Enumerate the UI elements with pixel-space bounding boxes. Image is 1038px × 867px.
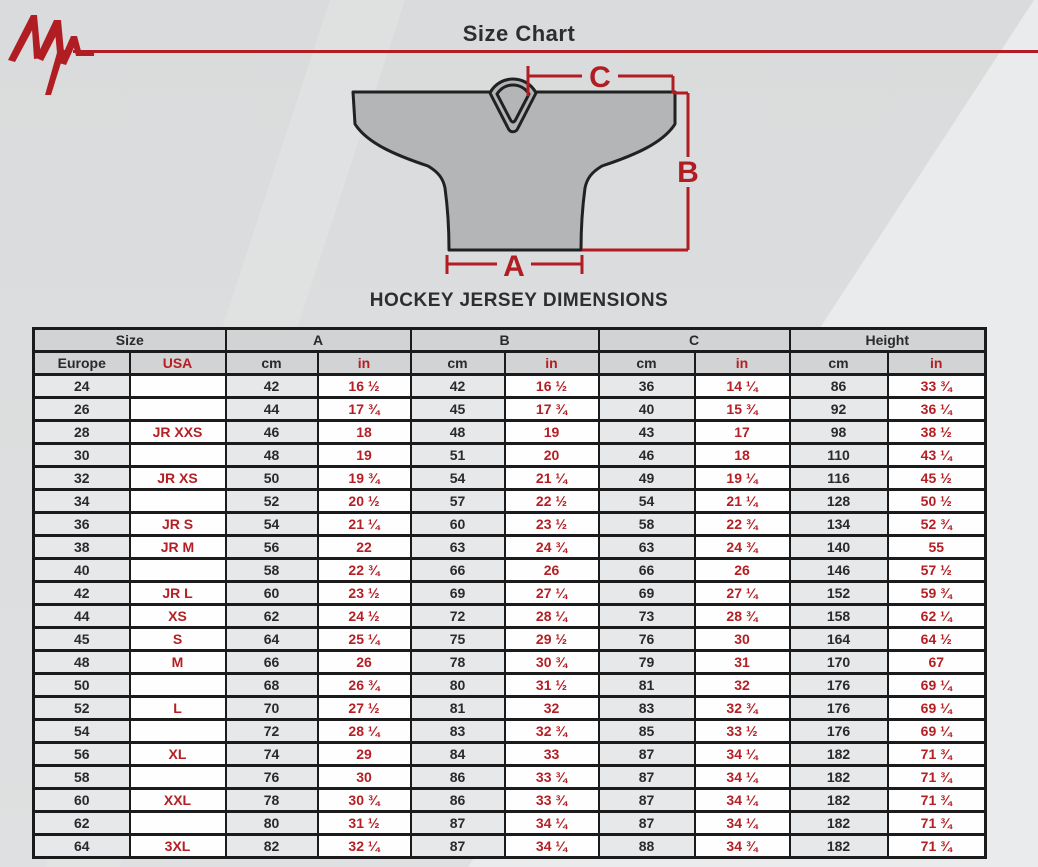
table-cell: 26 [505,559,599,582]
size-chart-table [32,327,987,859]
jersey-diagram-svg [336,60,700,288]
table-cell: 45 ½ [888,467,986,490]
table-cell: 86 [411,789,505,812]
table-cell: 59 ¾ [888,582,986,605]
table-cell: L [130,697,226,720]
sub-header-row [34,352,986,375]
group-header-size: Size [34,329,226,352]
table-cell [130,559,226,582]
table-cell: 26 ¾ [318,674,411,697]
table-cell: 63 [411,536,505,559]
table-cell: 60 [226,582,318,605]
table-cell: 87 [599,789,695,812]
table-cell: 182 [790,743,888,766]
table-cell: 56 [226,536,318,559]
table-cell: 66 [411,559,505,582]
table-row [34,605,986,628]
table-cell: 69 [599,582,695,605]
table-cell: 48 [226,444,318,467]
dimension-label-b: B [677,156,699,189]
sub-header-in: in [888,352,986,375]
table-body [34,375,986,858]
table-cell: 24 ¾ [695,536,790,559]
table-cell: 22 ¾ [695,513,790,536]
table-cell: 82 [226,835,318,858]
table-cell: 140 [790,536,888,559]
sub-header-cm: cm [411,352,505,375]
table-cell: 19 [505,421,599,444]
table-cell: 33 ¾ [505,789,599,812]
table-cell: 69 ¼ [888,720,986,743]
table-cell: 83 [411,720,505,743]
table-cell: 87 [411,812,505,835]
table-cell: 176 [790,674,888,697]
table-cell: 27 ½ [318,697,411,720]
table-cell: 27 ¼ [505,582,599,605]
table-cell: 29 [318,743,411,766]
table-cell: 87 [599,812,695,835]
table-cell: 84 [411,743,505,766]
table-cell: 36 [34,513,130,536]
table-cell: 158 [790,605,888,628]
table-cell: 63 [599,536,695,559]
dimension-label-c: C [589,61,611,94]
table-cell: 58 [599,513,695,536]
table-cell: 86 [411,766,505,789]
table-cell: 58 [34,766,130,789]
table-cell: 69 ¼ [888,697,986,720]
table-cell: 28 [34,421,130,444]
table-cell: 76 [226,766,318,789]
table-cell: 28 ¼ [505,605,599,628]
table-row [34,743,986,766]
table-cell: 62 [34,812,130,835]
table-cell: 16 ½ [505,375,599,398]
table-cell: 24 ½ [318,605,411,628]
table-cell: 54 [411,467,505,490]
table-cell: 36 ¼ [888,398,986,421]
table-cell: 30 [695,628,790,651]
table-cell: JR L [130,582,226,605]
jersey-diagram [336,60,700,288]
table-cell: 34 ¾ [695,835,790,858]
table-cell: 26 [695,559,790,582]
table-cell: 23 ½ [318,582,411,605]
table-cell: 52 [34,697,130,720]
table-cell: 67 [888,651,986,674]
table-cell: 52 ¾ [888,513,986,536]
table-cell: 34 ¼ [695,812,790,835]
table-cell: 60 [411,513,505,536]
table-cell: 24 [34,375,130,398]
table-cell: 49 [599,467,695,490]
table-row [34,467,986,490]
sub-header-usa: USA [130,352,226,375]
table-cell: 45 [34,628,130,651]
table-cell: 69 ¼ [888,674,986,697]
table-cell: 33 ¾ [505,766,599,789]
table-cell: 57 [411,490,505,513]
table-cell: 34 ¼ [695,789,790,812]
table-cell: 164 [790,628,888,651]
table-cell: 32 [34,467,130,490]
table-row [34,536,986,559]
table-cell: 19 [318,444,411,467]
table-cell: 54 [34,720,130,743]
dimension-label-a: A [503,250,525,283]
table-cell [130,398,226,421]
table-cell: 32 ¾ [505,720,599,743]
table-cell: 71 ¾ [888,743,986,766]
table-cell: 34 [34,490,130,513]
table-cell: 45 [411,398,505,421]
table-cell: 87 [411,835,505,858]
table-row [34,444,986,467]
table-header [34,329,986,375]
table-cell: 36 [599,375,695,398]
table-cell: 56 [34,743,130,766]
table-cell: 43 ¼ [888,444,986,467]
table-cell: 38 [34,536,130,559]
table-cell: 69 [411,582,505,605]
table-cell [130,720,226,743]
table-cell: 54 [599,490,695,513]
table-cell: 182 [790,766,888,789]
table-cell [130,490,226,513]
table-cell: 31 ½ [318,812,411,835]
table-cell: 40 [34,559,130,582]
table-cell: 78 [411,651,505,674]
table-cell: 3XL [130,835,226,858]
table-cell: 72 [226,720,318,743]
table-cell: 48 [411,421,505,444]
table-cell: 71 ¾ [888,835,986,858]
table-cell: JR XS [130,467,226,490]
table-cell: 50 ½ [888,490,986,513]
table-cell: 33 ¾ [888,375,986,398]
table-cell: 46 [226,421,318,444]
table-cell: 88 [599,835,695,858]
table-cell: 22 ¾ [318,559,411,582]
table-cell: 26 [318,651,411,674]
table-cell: M [130,651,226,674]
table-cell: 32 [505,697,599,720]
table-cell: 110 [790,444,888,467]
table-cell: S [130,628,226,651]
table-cell: 22 ½ [505,490,599,513]
table-cell: 81 [411,697,505,720]
table-cell: 28 ¾ [695,605,790,628]
table-cell [130,375,226,398]
table-cell: 54 [226,513,318,536]
table-cell: 182 [790,812,888,835]
table-cell: 76 [599,628,695,651]
table-cell: XL [130,743,226,766]
table-cell: 116 [790,467,888,490]
sub-header-cm: cm [226,352,318,375]
table-cell: 79 [599,651,695,674]
table-row [34,674,986,697]
group-header-b: B [411,329,599,352]
table-cell: 64 [226,628,318,651]
table-cell [130,766,226,789]
table-cell: 24 ¾ [505,536,599,559]
table-row [34,398,986,421]
table-cell: 50 [34,674,130,697]
table-cell: 42 [34,582,130,605]
table-cell [130,812,226,835]
table-cell: 51 [411,444,505,467]
table-cell: 58 [226,559,318,582]
table-cell: 78 [226,789,318,812]
table-cell [130,444,226,467]
table-cell: 32 [695,674,790,697]
table-cell: 68 [226,674,318,697]
table-cell: 176 [790,720,888,743]
table-cell: 80 [226,812,318,835]
table-cell: 31 ½ [505,674,599,697]
table-cell: 74 [226,743,318,766]
table-cell: 62 ¼ [888,605,986,628]
table-cell: 92 [790,398,888,421]
table-cell: 30 ¾ [318,789,411,812]
table-row [34,812,986,835]
table-cell: 87 [599,766,695,789]
table-cell: 28 ¼ [318,720,411,743]
table-cell: 83 [599,697,695,720]
table-cell: 98 [790,421,888,444]
table-cell: 17 [695,421,790,444]
page-title: Size Chart [462,21,576,46]
table-cell: 42 [226,375,318,398]
sub-header-europe: Europe [34,352,130,375]
table-cell: 75 [411,628,505,651]
table-cell: 30 [318,766,411,789]
table-cell: 21 ¼ [505,467,599,490]
group-header-height: Height [790,329,986,352]
table-cell: 182 [790,835,888,858]
table-cell: 85 [599,720,695,743]
table-cell: 29 ½ [505,628,599,651]
table-cell: 44 [34,605,130,628]
table-cell: 16 ½ [318,375,411,398]
table-cell: 15 ¾ [695,398,790,421]
table-cell: 72 [411,605,505,628]
table-cell: 14 ¼ [695,375,790,398]
table-cell: 32 ¾ [695,697,790,720]
table-cell: 30 [34,444,130,467]
table-row [34,421,986,444]
table-cell: 86 [790,375,888,398]
table-cell: 60 [34,789,130,812]
table-cell: 66 [599,559,695,582]
table-row [34,766,986,789]
sub-header-in: in [695,352,790,375]
table-row [34,789,986,812]
table-row [34,490,986,513]
table-cell: 21 ¼ [318,513,411,536]
table-cell: 62 [226,605,318,628]
table-cell: 176 [790,697,888,720]
table-cell [130,674,226,697]
table-cell: 71 ¾ [888,789,986,812]
table-cell: 34 ¼ [505,812,599,835]
group-header-c: C [599,329,790,352]
table-cell: XS [130,605,226,628]
table-cell: 19 ¼ [695,467,790,490]
table-row [34,582,986,605]
table-cell: JR XXS [130,421,226,444]
table-row [34,375,986,398]
table-cell: 31 [695,651,790,674]
table-cell: 17 ¾ [318,398,411,421]
table-cell: 26 [34,398,130,421]
table-cell: 43 [599,421,695,444]
group-header-row [34,329,986,352]
table-cell: 81 [599,674,695,697]
table-cell: 57 ½ [888,559,986,582]
table-cell: 64 ½ [888,628,986,651]
table-cell: 152 [790,582,888,605]
table-cell: 38 ½ [888,421,986,444]
sub-header-in: in [505,352,599,375]
table-cell: 22 [318,536,411,559]
table-cell: 134 [790,513,888,536]
table-row [34,720,986,743]
table-cell: 34 ¼ [695,766,790,789]
table-cell: 18 [695,444,790,467]
table-cell: 21 ¼ [695,490,790,513]
table-cell: 64 [34,835,130,858]
table-cell: 71 ¾ [888,812,986,835]
brand-logo-icon [2,3,102,97]
table-cell: 40 [599,398,695,421]
table-cell: 34 ¼ [695,743,790,766]
table-cell: 27 ¼ [695,582,790,605]
table-cell: 18 [318,421,411,444]
group-header-a: A [226,329,411,352]
table-row [34,559,986,582]
table-cell: 33 ½ [695,720,790,743]
header-divider-rule [73,50,1038,53]
table-cell: 23 ½ [505,513,599,536]
table-cell: XXL [130,789,226,812]
table-cell: 170 [790,651,888,674]
table-cell: 80 [411,674,505,697]
table-cell: 20 ½ [318,490,411,513]
table-cell: 17 ¾ [505,398,599,421]
table-cell: 46 [599,444,695,467]
table-row [34,651,986,674]
table-cell: 128 [790,490,888,513]
table-cell: 30 ¾ [505,651,599,674]
table-cell: 55 [888,536,986,559]
table-cell: 87 [599,743,695,766]
table-row [34,628,986,651]
table-cell: 34 ¼ [505,835,599,858]
table-cell: 73 [599,605,695,628]
table-heading: HOCKEY JERSEY DIMENSIONS [369,290,669,311]
sub-header-in: in [318,352,411,375]
table-cell: 33 [505,743,599,766]
sub-header-cm: cm [599,352,695,375]
table-cell: 42 [411,375,505,398]
table-cell: 44 [226,398,318,421]
table-cell: 71 ¾ [888,766,986,789]
table-cell: 70 [226,697,318,720]
sub-header-cm: cm [790,352,888,375]
table-cell: 32 ¼ [318,835,411,858]
table-cell: 182 [790,789,888,812]
table-cell: 52 [226,490,318,513]
table-cell: 50 [226,467,318,490]
table-cell: 48 [34,651,130,674]
table-cell: JR M [130,536,226,559]
table-cell: 19 ¾ [318,467,411,490]
table-row [34,835,986,858]
table-cell: 66 [226,651,318,674]
table-cell: 20 [505,444,599,467]
table-cell: JR S [130,513,226,536]
table-row [34,697,986,720]
table-cell: 25 ¼ [318,628,411,651]
table-cell: 146 [790,559,888,582]
table-row [34,513,986,536]
